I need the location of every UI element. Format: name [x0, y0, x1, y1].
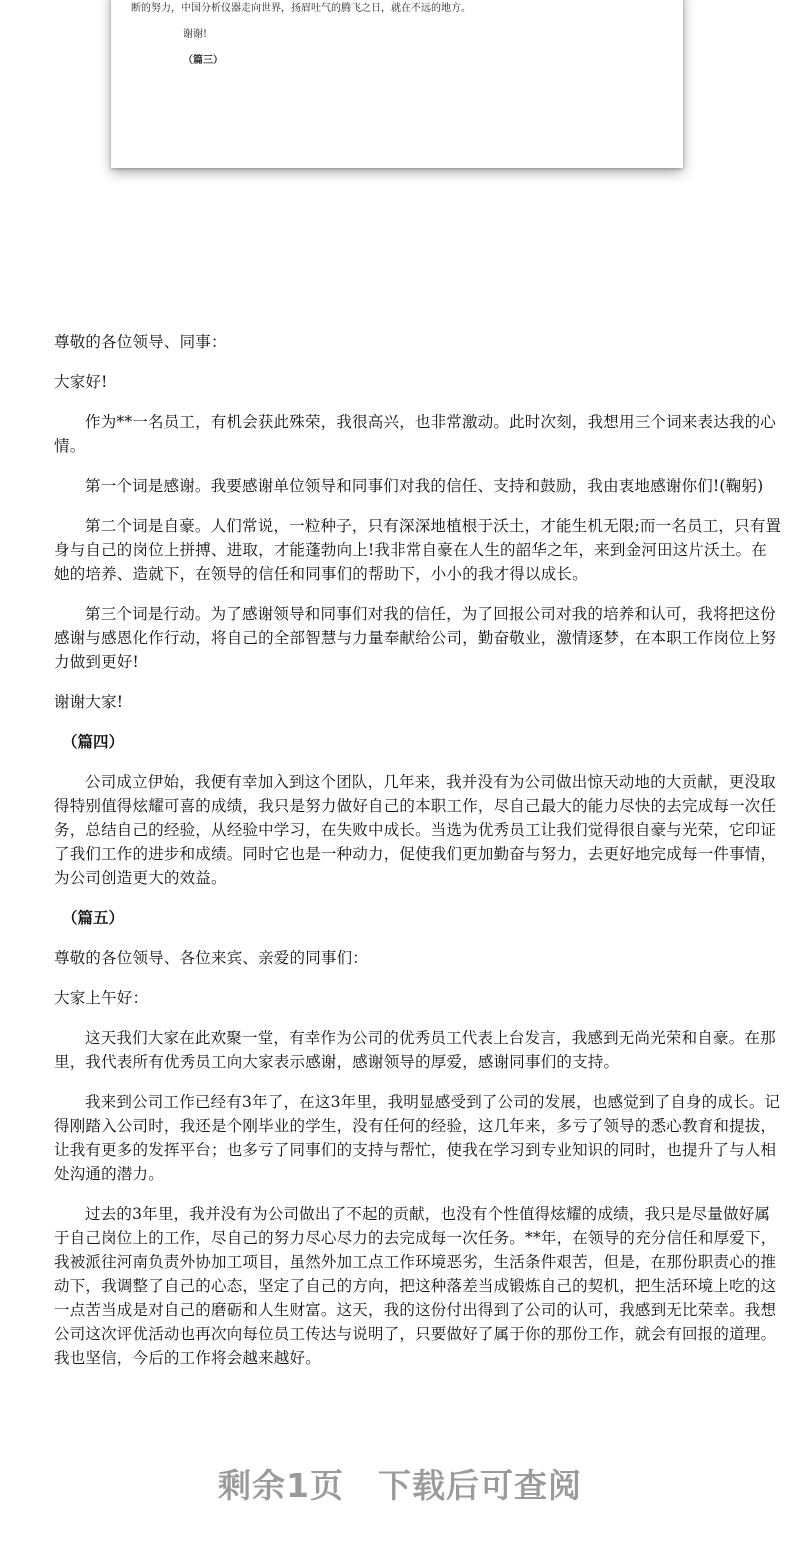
- paragraph: 过去的3年里，我并没有为公司做出了不起的贡献，也没有个性值得炫耀的成绩，我只是尽量做好属于自己岗位上的工作，尽自己的努力尽心尽力的去完成每一次任务。**年，在领导的充分信任和厚爱下，我被派往河南负责外协加工项目，虽然外加工点工作环境恶劣，生活条件艰苦，但是，在那份职责心的推动下，我调整了自己的心态，坚定了自己的方向，把这种落差当成锻炼自己的契机，把生活环境上吃的这一点苦当成是对自己的磨砺和人生财富。这天，我的这份付出得到了公司的认可，我感到无比荣幸。我想公司这次评优活动也再次向每位员工传达与说明了，只要做好了属于你的那份工作，就会有回报的道理。我也坚信，今后的工作将会越来越好。: [54, 1205, 777, 1367]
- paragraph: 作为**一名员工，有机会获此殊荣，我很高兴，也非常激动。此时次刻，我想用三个词来表达我的心情。: [54, 413, 777, 455]
- paragraph: 第一个词是感谢。我要感谢单位领导和同事们对我的信任、支持和鼓励，我由衷地感谢你们!(鞠躬): [85, 477, 764, 495]
- section-heading-4: （篇四）: [62, 732, 125, 751]
- greeting: 大家好!: [54, 373, 108, 391]
- preview-section-heading: （篇三）: [183, 55, 223, 66]
- greeting: 大家上午好：: [54, 989, 149, 1007]
- section-heading-5: （篇五）: [62, 908, 125, 927]
- paragraph: 我来到公司工作已经有3年了，在这3年里，我明显感受到了公司的发展，也感觉到了自身的成长。记得刚踏入公司时，我还是个刚毕业的学生，没有任何的经验，这几年来，多亏了领导的悉心教育和提拔，让我有更多的发挥平台；也多亏了同事们的支持与帮忙，使我在学习到专业知识的同时，也提升了与人相处沟通的潜力。: [54, 1093, 781, 1183]
- salutation: 尊敬的各位领导、各位来宾、亲爱的同事们：: [54, 949, 369, 967]
- closing-thanks: 谢谢大家!: [54, 693, 124, 711]
- preview-text-line: 断的努力，中国分析仪器走向世界，扬眉吐气的腾飞之日，就在不远的地方。: [131, 3, 471, 14]
- preview-thanks-line: 谢谢!: [183, 29, 208, 40]
- document-body: [54, 330, 782, 1386]
- paragraph: 第三个词是行动。为了感谢领导和同事们对我的信任，为了回报公司对我的培养和认可，我将把这份感谢与感恩化作行动，将自己的全部智慧与力量奉献给公司，勤奋敬业，激情逐梦，在本职工作岗位上努力做到更好!: [54, 605, 777, 671]
- download-remaining-link[interactable]: 剩余1页 下载后可查阅: [218, 1466, 582, 1505]
- document-preview-card: [111, 0, 683, 168]
- salutation: 尊敬的各位领导、同事：: [54, 333, 227, 351]
- paragraph: 公司成立伊始，我便有幸加入到这个团队，几年来，我并没有为公司做出惊天动地的大贡献，更没取得特别值得炫耀可喜的成绩，我只是努力做好自己的本职工作，尽自己最大的能力尽快的去完成每一次任务，总结自己的经验，从经验中学习，在失败中成长。当选为优秀员工让我们觉得很自豪与光荣，它印证了我们工作的进步和成绩。同时它也是一种动力，促使我们更加勤奋与努力，去更好地完成每一件事情，为公司创造更大的效益。: [54, 773, 777, 887]
- paragraph: 第二个词是自豪。人们常说，一粒种子，只有深深地植根于沃土，才能生机无限;而一名员工，只有置身与自己的岗位上拼搏、进取，才能蓬勃向上!我非常自豪在人生的韶华之年，来到金河田这片沃土。在她的培养、造就下，在领导的信任和同事们的帮助下，小小的我才得以成长。: [54, 517, 782, 583]
- paragraph: 这天我们大家在此欢聚一堂，有幸作为公司的优秀员工代表上台发言，我感到无尚光荣和自豪。在那里，我代表所有优秀员工向大家表示感谢，感谢领导的厚爱，感谢同事们的支持。: [54, 1029, 776, 1071]
